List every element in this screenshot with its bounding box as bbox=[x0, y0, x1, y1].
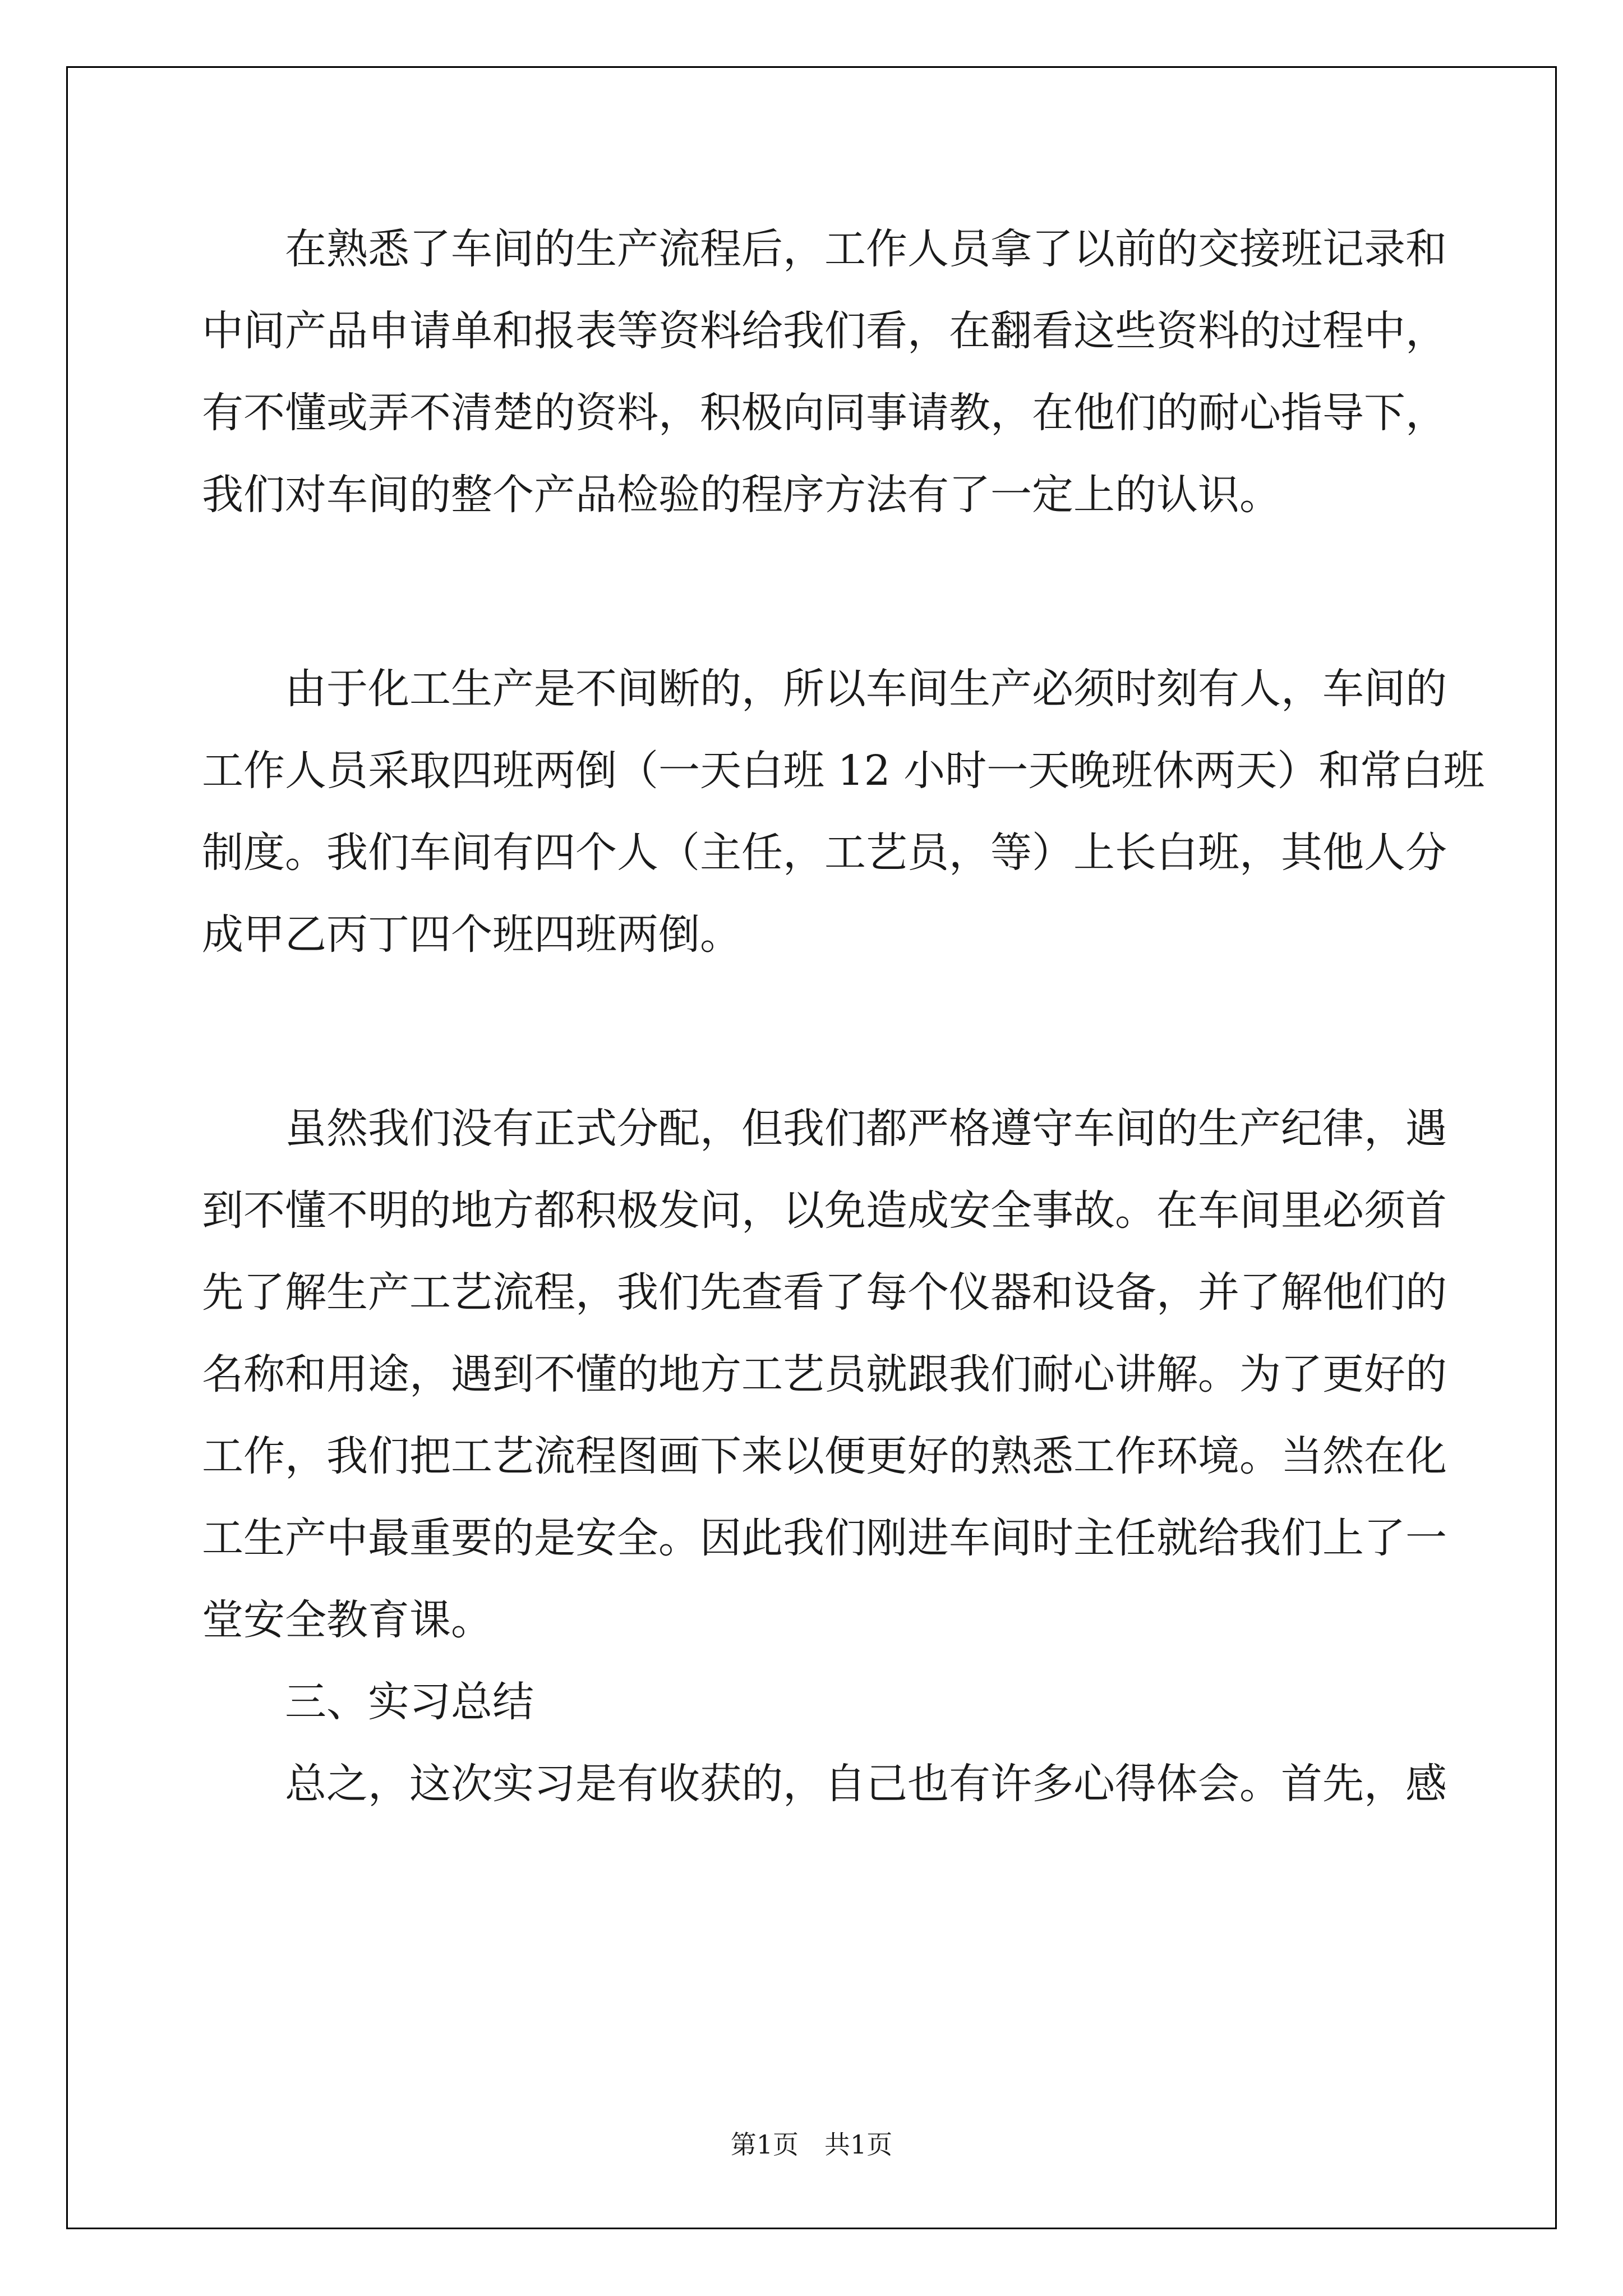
paragraph-3-line-6: 工生产中最重要的是安全。因此我们刚进车间时主任就给我们上了一 bbox=[202, 1514, 1447, 1562]
paragraph-3-line-1: 虽然我们没有正式分配，但我们都严格遵守车间的生产纪律，遇 bbox=[285, 1105, 1447, 1153]
paragraph-3-line-4: 名称和用途，遇到不懂的地方工艺员就跟我们耐心讲解。为了更好的 bbox=[202, 1350, 1447, 1398]
paragraph-3-line-5: 工作，我们把工艺流程图画下来以便更好的熟悉工作环境。当然在化 bbox=[202, 1432, 1447, 1480]
page-number-footer: 第1页 共1页 bbox=[730, 2129, 893, 2160]
section-heading: 三、实习总结 bbox=[285, 1678, 534, 1726]
paragraph-3-line-2: 到不懂不明的地方都积极发问，以免造成安全事故。在车间里必须首 bbox=[202, 1186, 1447, 1235]
paragraph-4-line-1: 总之，这次实习是有收获的，自己也有许多心得体会。首先，感 bbox=[285, 1760, 1447, 1808]
paragraph-1-line-2: 中间产品申请单和报表等资料给我们看，在翻看这些资料的过程中， bbox=[202, 307, 1447, 355]
paragraph-1-line-3: 有不懂或弄不清楚的资料，积极向同事请教，在他们的耐心指导下， bbox=[202, 389, 1447, 437]
paragraph-2-line-1: 由于化工生产是不间断的，所以车间生产必须时刻有人，车间的 bbox=[285, 665, 1447, 713]
paragraph-2-line-2: 工作人员采取四班两倒（一天白班 12 小时一天晚班休两天）和常白班 bbox=[202, 747, 1485, 795]
paragraph-3-line-3: 先了解生产工艺流程，我们先查看了每个仪器和设备，并了解他们的 bbox=[202, 1268, 1447, 1317]
paragraph-1-line-4: 我们对车间的整个产品检验的程序方法有了一定上的认识。 bbox=[202, 471, 1281, 519]
paragraph-3-line-7: 堂安全教育课。 bbox=[202, 1596, 492, 1644]
paragraph-2-line-3: 制度。我们车间有四个人（主任，工艺员，等）上长白班，其他人分 bbox=[202, 829, 1447, 877]
paragraph-1-line-1: 在熟悉了车间的生产流程后，工作人员拿了以前的交接班记录和 bbox=[285, 225, 1447, 273]
paragraph-2-line-4: 成甲乙丙丁四个班四班两倒。 bbox=[202, 910, 741, 959]
